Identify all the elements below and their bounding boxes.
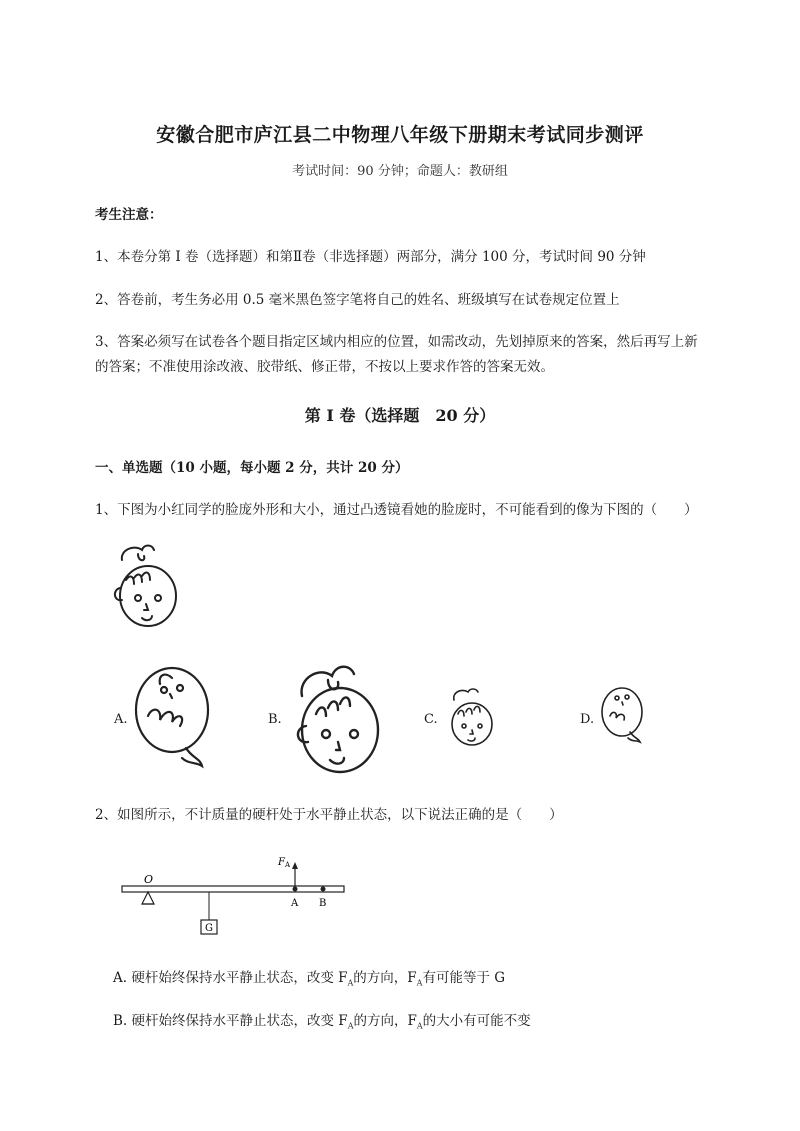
point-b-dot (321, 887, 326, 892)
fulcrum-icon (142, 892, 154, 904)
force-arrow-head (292, 862, 298, 869)
notice-item-3-cont: 的答案；不准使用涂改液、胶带纸、修正带，不按以上要求作答的答案无效。 (95, 359, 554, 375)
q2-option-b-part2: 的方向，F (353, 1013, 417, 1029)
q1-option-c-image[interactable] (446, 686, 496, 748)
q2-option-a-part3: 有可能等于 G (422, 970, 506, 986)
notice-item-2: 2、答卷前，考生务必用 0.5 毫米黑色签字笔将自己的姓名、班级填写在试卷规定位置上 (95, 292, 620, 308)
q1-option-b-label[interactable]: B. (268, 712, 282, 727)
q2-option-b-part1: 硬杆始终保持水平静止状态，改变 F (131, 1013, 348, 1029)
section-title: 第 I 卷（选择题 20 分） (304, 406, 496, 425)
notice-item-3: 3、答案必须写在试卷各个题目指定区域内相应的位置，如需改动，先划掉原来的答案，然后再写上新 (95, 334, 698, 350)
q2-option-b-letter: B. (113, 1013, 128, 1029)
q2-option-a-sub2: A (416, 978, 423, 988)
q2-option-a[interactable] (113, 966, 505, 988)
notice-heading: 考生注意： (95, 207, 163, 223)
q1-option-d-image[interactable] (598, 684, 648, 748)
notice-item-1: 1、本卷分第 I 卷（选择题）和第Ⅱ卷（非选择题）两部分，满分 100 分，考试时间 90 分钟 (95, 249, 646, 265)
label-b: B (319, 898, 327, 909)
label-force-sub: A (285, 861, 291, 869)
q2-option-b-part3: 的大小有可能不变 (422, 1013, 531, 1029)
label-a: A (291, 898, 299, 909)
question-1-text: 1、下图为小红同学的脸庞外形和大小，通过凸透镜看她的脸庞时，不可能看到的像为下图的（ ） (95, 502, 698, 518)
lever-diagram (118, 852, 350, 940)
page-title: 安徽合肥市庐江县二中物理八年级下册期末考试同步测评 (156, 124, 644, 146)
q1-option-c-label[interactable]: C. (424, 712, 438, 727)
q2-option-a-letter: A. (113, 970, 128, 986)
label-force: F (278, 857, 285, 868)
q2-option-b-sub2: A (416, 1021, 423, 1031)
q2-option-b[interactable] (113, 1009, 531, 1031)
q1-option-a-label[interactable]: A. (114, 712, 128, 727)
q2-option-b-sub1: A (347, 1021, 354, 1031)
part-heading: 一、单选题（10 小题，每小题 2 分，共计 20 分） (95, 460, 409, 476)
reference-face-image (108, 540, 188, 632)
q1-option-a-image[interactable] (132, 662, 216, 774)
q1-option-d-label[interactable]: D. (580, 712, 595, 727)
label-g: G (205, 923, 213, 934)
point-a-dot (293, 887, 298, 892)
q2-option-a-part2: 的方向，F (353, 970, 417, 986)
lever-rod (122, 886, 344, 892)
question-2-text: 2、如图所示，不计质量的硬杆处于水平静止状态，以下说法正确的是（ ） (95, 807, 563, 823)
exam-meta: 考试时间：90 分钟；命题人：教研组 (292, 164, 508, 179)
q2-option-a-part1: 硬杆始终保持水平静止状态，改变 F (131, 970, 348, 986)
q1-option-b-image[interactable] (288, 658, 388, 778)
label-o: O (144, 873, 154, 886)
q2-option-a-sub1: A (347, 978, 354, 988)
